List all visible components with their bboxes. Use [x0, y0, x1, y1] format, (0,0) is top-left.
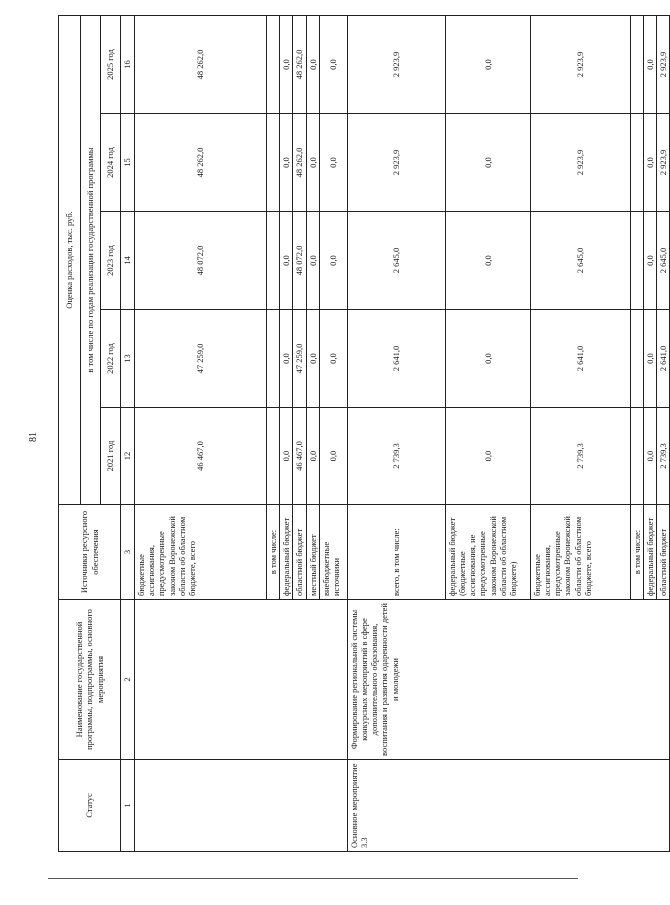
- value-cell: 2 641,0: [347, 310, 445, 408]
- value-cell: 0,0: [445, 408, 530, 505]
- value-cell: 2 923,9: [657, 15, 670, 113]
- status-cell: [135, 760, 348, 852]
- value-cell: 0,0: [445, 310, 530, 408]
- value-cell: [267, 114, 280, 212]
- value-cell: 2 645,0: [347, 212, 445, 310]
- header-year: 2021 год: [101, 408, 121, 505]
- value-cell: 0,0: [280, 310, 293, 408]
- budget-table: [58, 15, 670, 852]
- value-cell: 2 923,9: [530, 15, 630, 113]
- source-cell: в том числе:: [630, 505, 643, 600]
- value-cell: 0,0: [319, 15, 347, 113]
- value-cell: 2 739,3: [347, 408, 445, 505]
- page-number: 81: [28, 432, 39, 442]
- value-cell: 48 262,0: [293, 15, 306, 113]
- value-cell: 2 923,9: [347, 15, 445, 113]
- header-year: 2024 год: [101, 114, 121, 212]
- value-cell: 0,0: [445, 212, 530, 310]
- value-cell: 48 072,0: [293, 212, 306, 310]
- value-cell: 2 645,0: [530, 212, 630, 310]
- source-cell: федеральный бюджет (бюджетные ассигнования, не предусмотренные законом Воронежской области об областном бюджете): [445, 505, 530, 600]
- value-cell: 0,0: [643, 408, 656, 505]
- value-cell: 0,0: [643, 212, 656, 310]
- column-index: 13: [121, 310, 135, 408]
- source-cell: федеральный бюджет: [280, 505, 293, 600]
- header-year: 2023 год: [101, 212, 121, 310]
- source-cell: бюджетные ассигнования, предусмотренные законом Воронежской области об областном бюджете, всего: [530, 505, 630, 600]
- value-cell: 48 262,0: [135, 114, 267, 212]
- header-status: Статус: [59, 760, 121, 852]
- name-cell: [135, 600, 348, 760]
- value-cell: 2 641,0: [530, 310, 630, 408]
- column-index: 14: [121, 212, 135, 310]
- source-cell: внебюджетные источники: [319, 505, 347, 600]
- value-cell: 2 739,3: [530, 408, 630, 505]
- value-cell: 47 259,0: [135, 310, 267, 408]
- value-cell: 0,0: [280, 15, 293, 113]
- header-year: 2022 год: [101, 310, 121, 408]
- value-cell: 0,0: [319, 114, 347, 212]
- column-index: 1: [121, 760, 135, 852]
- column-index: 2: [121, 600, 135, 760]
- value-cell: 2 645,0: [657, 212, 670, 310]
- source-cell: местный бюджет: [306, 505, 319, 600]
- page-bottom-rule: [48, 878, 578, 879]
- header-estimate: Оценка расходов, тыс. руб.: [59, 15, 81, 504]
- value-cell: 0,0: [643, 15, 656, 113]
- value-cell: 47 259,0: [293, 310, 306, 408]
- value-cell: 0,0: [319, 408, 347, 505]
- value-cell: [630, 15, 643, 113]
- value-cell: 2 923,9: [657, 114, 670, 212]
- value-cell: [267, 310, 280, 408]
- value-cell: 0,0: [306, 212, 319, 310]
- value-cell: 0,0: [643, 310, 656, 408]
- source-cell: областной бюджет: [657, 505, 670, 600]
- value-cell: 0,0: [445, 114, 530, 212]
- header-by-years: в том числе по годам реализации государственной программы: [81, 15, 101, 504]
- value-cell: [267, 212, 280, 310]
- source-cell: областной бюджет: [293, 505, 306, 600]
- value-cell: 2 923,9: [530, 114, 630, 212]
- value-cell: 0,0: [445, 15, 530, 113]
- value-cell: [630, 408, 643, 505]
- value-cell: 0,0: [319, 310, 347, 408]
- column-index: 12: [121, 408, 135, 505]
- name-cell: Формирование региональной системы конкурсных мероприятий в сфере дополнительного образования, воспитания и развития одаренности детей и молодежи: [347, 600, 670, 760]
- value-cell: 0,0: [306, 114, 319, 212]
- value-cell: [630, 310, 643, 408]
- value-cell: 0,0: [280, 114, 293, 212]
- value-cell: 0,0: [306, 15, 319, 113]
- source-cell: в том числе:: [267, 505, 280, 600]
- value-cell: 2 739,3: [657, 408, 670, 505]
- value-cell: 0,0: [319, 212, 347, 310]
- source-cell: всего, в том числе:: [347, 505, 445, 600]
- column-index: 15: [121, 114, 135, 212]
- value-cell: 0,0: [280, 408, 293, 505]
- value-cell: [267, 408, 280, 505]
- value-cell: 0,0: [306, 310, 319, 408]
- value-cell: 46 467,0: [135, 408, 267, 505]
- value-cell: 48 262,0: [135, 15, 267, 113]
- value-cell: [630, 114, 643, 212]
- value-cell: 46 467,0: [293, 408, 306, 505]
- status-cell: Основное мероприятие 3.3: [347, 760, 670, 852]
- value-cell: 48 072,0: [135, 212, 267, 310]
- value-cell: [630, 212, 643, 310]
- budget-sheet: [58, 16, 669, 852]
- value-cell: 2 923,9: [347, 114, 445, 212]
- value-cell: 0,0: [306, 408, 319, 505]
- header-name: Наименование государственной программы, подпрограммы, основного мероприятия: [59, 600, 121, 760]
- source-cell: федеральный бюджет: [643, 505, 656, 600]
- value-cell: [267, 15, 280, 113]
- value-cell: 48 262,0: [293, 114, 306, 212]
- column-index: 16: [121, 15, 135, 113]
- header-source: Источники ресурсного обеспечения: [59, 505, 121, 600]
- value-cell: 2 641,0: [657, 310, 670, 408]
- column-index: 3: [121, 505, 135, 600]
- value-cell: 0,0: [643, 114, 656, 212]
- value-cell: 0,0: [280, 212, 293, 310]
- source-cell: бюджетные ассигнования, предусмотренные законом Воронежской области об областном бюджете, всего: [135, 505, 267, 600]
- header-year: 2025 год: [101, 15, 121, 113]
